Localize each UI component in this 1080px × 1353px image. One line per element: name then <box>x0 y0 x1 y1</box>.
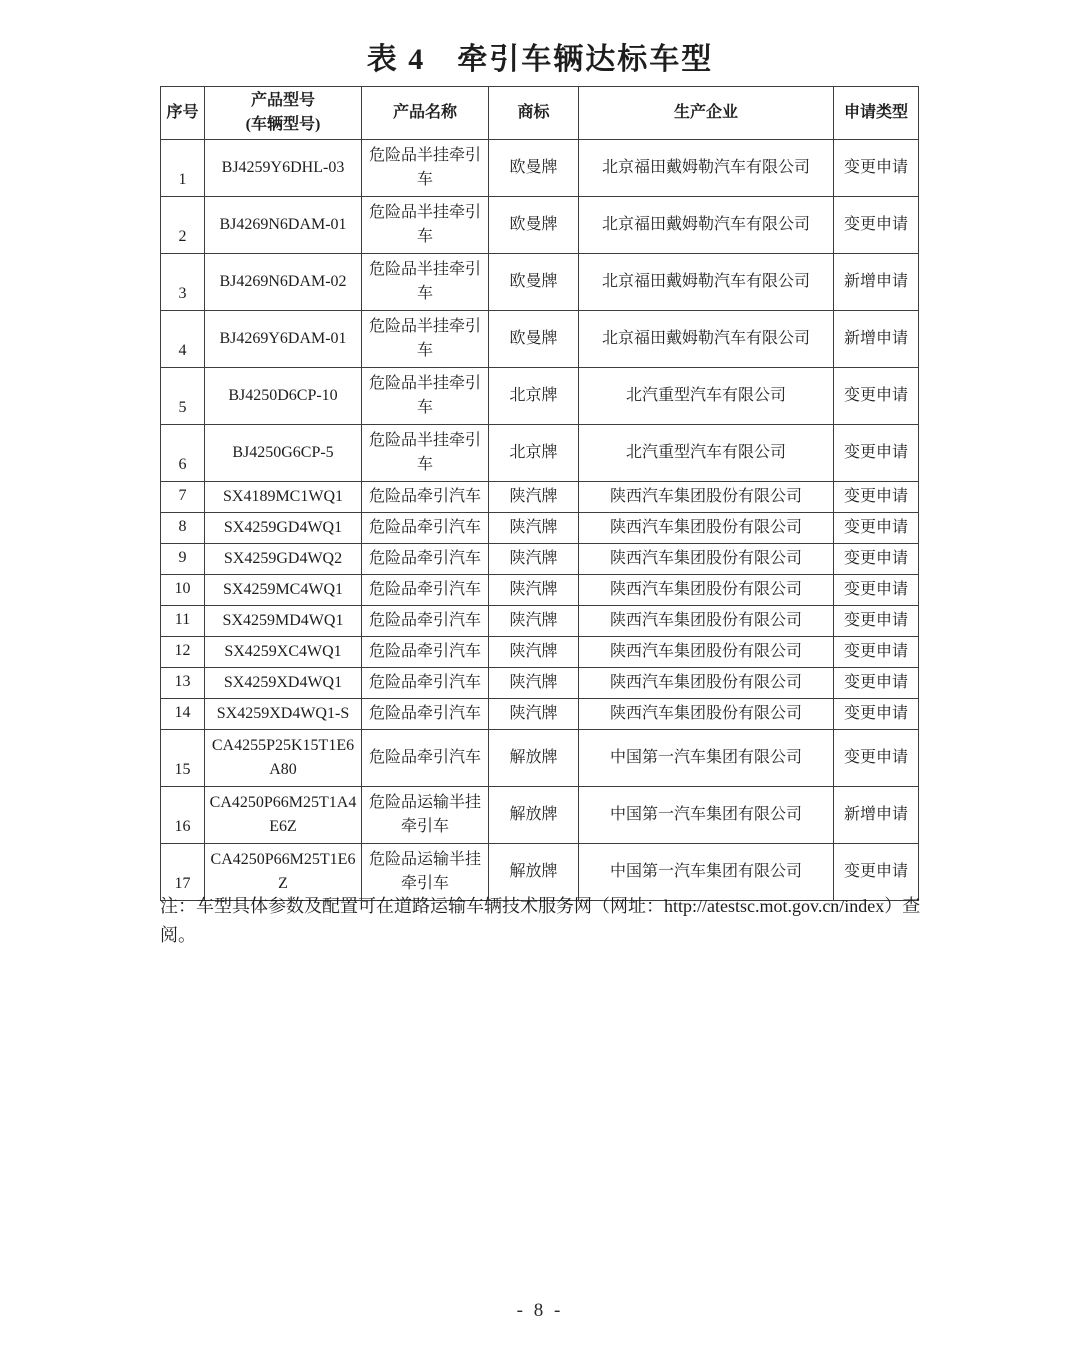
table-row <box>161 197 919 254</box>
row-no: 12 <box>161 637 205 668</box>
row-no: 8 <box>161 513 205 544</box>
row-application-type: 变更申请 <box>834 544 919 575</box>
row-product-name: 危险品牵引汽车 <box>362 730 489 787</box>
row-no: 13 <box>161 668 205 699</box>
header-row <box>161 87 919 140</box>
row-application-type: 变更申请 <box>834 368 919 425</box>
row-model: BJ4259Y6DHL-03 <box>205 140 362 197</box>
row-model: BJ4269N6DAM-02 <box>205 254 362 311</box>
table-row <box>161 730 919 787</box>
row-application-type: 变更申请 <box>834 730 919 787</box>
row-manufacturer: 北京福田戴姆勒汽车有限公司 <box>579 254 834 311</box>
row-application-type: 变更申请 <box>834 482 919 513</box>
row-brand: 欧曼牌 <box>489 197 579 254</box>
row-brand: 北京牌 <box>489 425 579 482</box>
row-manufacturer: 陕西汽车集团股份有限公司 <box>579 513 834 544</box>
row-manufacturer: 陕西汽车集团股份有限公司 <box>579 575 834 606</box>
row-no: 6 <box>161 425 205 482</box>
row-no: 2 <box>161 197 205 254</box>
row-application-type: 变更申请 <box>834 699 919 730</box>
row-product-name: 危险品运输半挂牵引车 <box>362 844 489 901</box>
vehicle-table <box>160 86 919 901</box>
header-model-line2: (车辆型号) <box>245 116 321 133</box>
row-product-name: 危险品牵引汽车 <box>362 637 489 668</box>
header-model <box>205 87 362 140</box>
row-no: 9 <box>161 544 205 575</box>
row-manufacturer: 中国第一汽车集团有限公司 <box>579 787 834 844</box>
row-no: 7 <box>161 482 205 513</box>
row-manufacturer: 陕西汽车集团股份有限公司 <box>579 544 834 575</box>
table-row <box>161 254 919 311</box>
table-body <box>161 140 919 901</box>
row-manufacturer: 陕西汽车集团股份有限公司 <box>579 606 834 637</box>
header-manufacturer: 生产企业 <box>579 87 834 140</box>
row-no: 14 <box>161 699 205 730</box>
row-brand: 陕汽牌 <box>489 668 579 699</box>
row-application-type: 变更申请 <box>834 140 919 197</box>
row-application-type: 新增申请 <box>834 787 919 844</box>
row-no: 11 <box>161 606 205 637</box>
row-application-type: 新增申请 <box>834 311 919 368</box>
table-row <box>161 668 919 699</box>
table-row <box>161 425 919 482</box>
row-no: 1 <box>161 140 205 197</box>
row-brand: 陕汽牌 <box>489 606 579 637</box>
row-product-name: 危险品牵引汽车 <box>362 699 489 730</box>
row-model: CA4250P66M25T1E6Z <box>205 844 362 901</box>
row-manufacturer: 陕西汽车集团股份有限公司 <box>579 699 834 730</box>
row-product-name: 危险品牵引汽车 <box>362 513 489 544</box>
row-application-type: 变更申请 <box>834 575 919 606</box>
row-manufacturer: 北汽重型汽车有限公司 <box>579 368 834 425</box>
row-manufacturer: 北京福田戴姆勒汽车有限公司 <box>579 197 834 254</box>
table-row <box>161 140 919 197</box>
table-row <box>161 513 919 544</box>
header-application-type: 申请类型 <box>834 87 919 140</box>
row-model: SX4259MC4WQ1 <box>205 575 362 606</box>
header-no: 序号 <box>161 87 205 140</box>
row-model: SX4259GD4WQ2 <box>205 544 362 575</box>
row-application-type: 新增申请 <box>834 254 919 311</box>
row-model: BJ4269N6DAM-01 <box>205 197 362 254</box>
row-brand: 陕汽牌 <box>489 699 579 730</box>
row-brand: 欧曼牌 <box>489 254 579 311</box>
row-application-type: 变更申请 <box>834 606 919 637</box>
table-row <box>161 699 919 730</box>
row-application-type: 变更申请 <box>834 197 919 254</box>
row-application-type: 变更申请 <box>834 668 919 699</box>
row-product-name: 危险品牵引汽车 <box>362 575 489 606</box>
row-manufacturer: 中国第一汽车集团有限公司 <box>579 730 834 787</box>
row-application-type: 变更申请 <box>834 425 919 482</box>
row-product-name: 危险品牵引汽车 <box>362 544 489 575</box>
row-brand: 陕汽牌 <box>489 575 579 606</box>
row-brand: 解放牌 <box>489 844 579 901</box>
row-model: SX4189MC1WQ1 <box>205 482 362 513</box>
row-brand: 陕汽牌 <box>489 513 579 544</box>
row-application-type: 变更申请 <box>834 513 919 544</box>
table-header <box>161 87 919 140</box>
row-brand: 陕汽牌 <box>489 482 579 513</box>
row-manufacturer: 陕西汽车集团股份有限公司 <box>579 668 834 699</box>
table-row <box>161 787 919 844</box>
row-no: 3 <box>161 254 205 311</box>
header-product-name: 产品名称 <box>362 87 489 140</box>
table-row <box>161 368 919 425</box>
footnote: 注：车型具体参数及配置可在道路运输车辆技术服务网（网址：http://atestsc.mot.gov.cn/index）查阅。 <box>160 896 921 945</box>
row-product-name: 危险品牵引汽车 <box>362 482 489 513</box>
row-model: SX4259XD4WQ1 <box>205 668 362 699</box>
row-model: BJ4250D6CP-10 <box>205 368 362 425</box>
row-model: SX4259XC4WQ1 <box>205 637 362 668</box>
row-product-name: 危险品半挂牵引车 <box>362 311 489 368</box>
row-application-type: 变更申请 <box>834 844 919 901</box>
row-brand: 解放牌 <box>489 787 579 844</box>
row-brand: 陕汽牌 <box>489 544 579 575</box>
row-product-name: 危险品半挂牵引车 <box>362 368 489 425</box>
row-model: CA4255P25K15T1E6A80 <box>205 730 362 787</box>
row-model: SX4259GD4WQ1 <box>205 513 362 544</box>
row-manufacturer: 陕西汽车集团股份有限公司 <box>579 482 834 513</box>
table-row <box>161 482 919 513</box>
row-no: 15 <box>161 730 205 787</box>
row-manufacturer: 北汽重型汽车有限公司 <box>579 425 834 482</box>
row-brand: 北京牌 <box>489 368 579 425</box>
row-model: SX4259XD4WQ1-S <box>205 699 362 730</box>
row-no: 4 <box>161 311 205 368</box>
row-no: 10 <box>161 575 205 606</box>
row-model: CA4250P66M25T1A4E6Z <box>205 787 362 844</box>
row-brand: 陕汽牌 <box>489 637 579 668</box>
row-manufacturer: 陕西汽车集团股份有限公司 <box>579 637 834 668</box>
header-brand: 商标 <box>489 87 579 140</box>
table-row <box>161 575 919 606</box>
row-no: 16 <box>161 787 205 844</box>
table-row <box>161 637 919 668</box>
row-manufacturer: 北京福田戴姆勒汽车有限公司 <box>579 311 834 368</box>
row-brand: 解放牌 <box>489 730 579 787</box>
page-title: 表 4 牵引车辆达标车型 <box>366 43 714 76</box>
row-product-name: 危险品半挂牵引车 <box>362 140 489 197</box>
row-brand: 欧曼牌 <box>489 140 579 197</box>
row-manufacturer: 中国第一汽车集团有限公司 <box>579 844 834 901</box>
row-no: 17 <box>161 844 205 901</box>
row-product-name: 危险品牵引汽车 <box>362 606 489 637</box>
row-manufacturer: 北京福田戴姆勒汽车有限公司 <box>579 140 834 197</box>
table-row <box>161 544 919 575</box>
row-product-name: 危险品牵引汽车 <box>362 668 489 699</box>
row-no: 5 <box>161 368 205 425</box>
page-number: - 8 - <box>516 1300 564 1321</box>
row-product-name: 危险品半挂牵引车 <box>362 254 489 311</box>
row-product-name: 危险品运输半挂牵引车 <box>362 787 489 844</box>
row-product-name: 危险品半挂牵引车 <box>362 197 489 254</box>
table-row <box>161 311 919 368</box>
row-model: BJ4250G6CP-5 <box>205 425 362 482</box>
row-model: SX4259MD4WQ1 <box>205 606 362 637</box>
row-brand: 欧曼牌 <box>489 311 579 368</box>
row-product-name: 危险品半挂牵引车 <box>362 425 489 482</box>
table-row <box>161 606 919 637</box>
header-model-line1: 产品型号 <box>250 92 315 109</box>
row-application-type: 变更申请 <box>834 637 919 668</box>
row-model: BJ4269Y6DAM-01 <box>205 311 362 368</box>
